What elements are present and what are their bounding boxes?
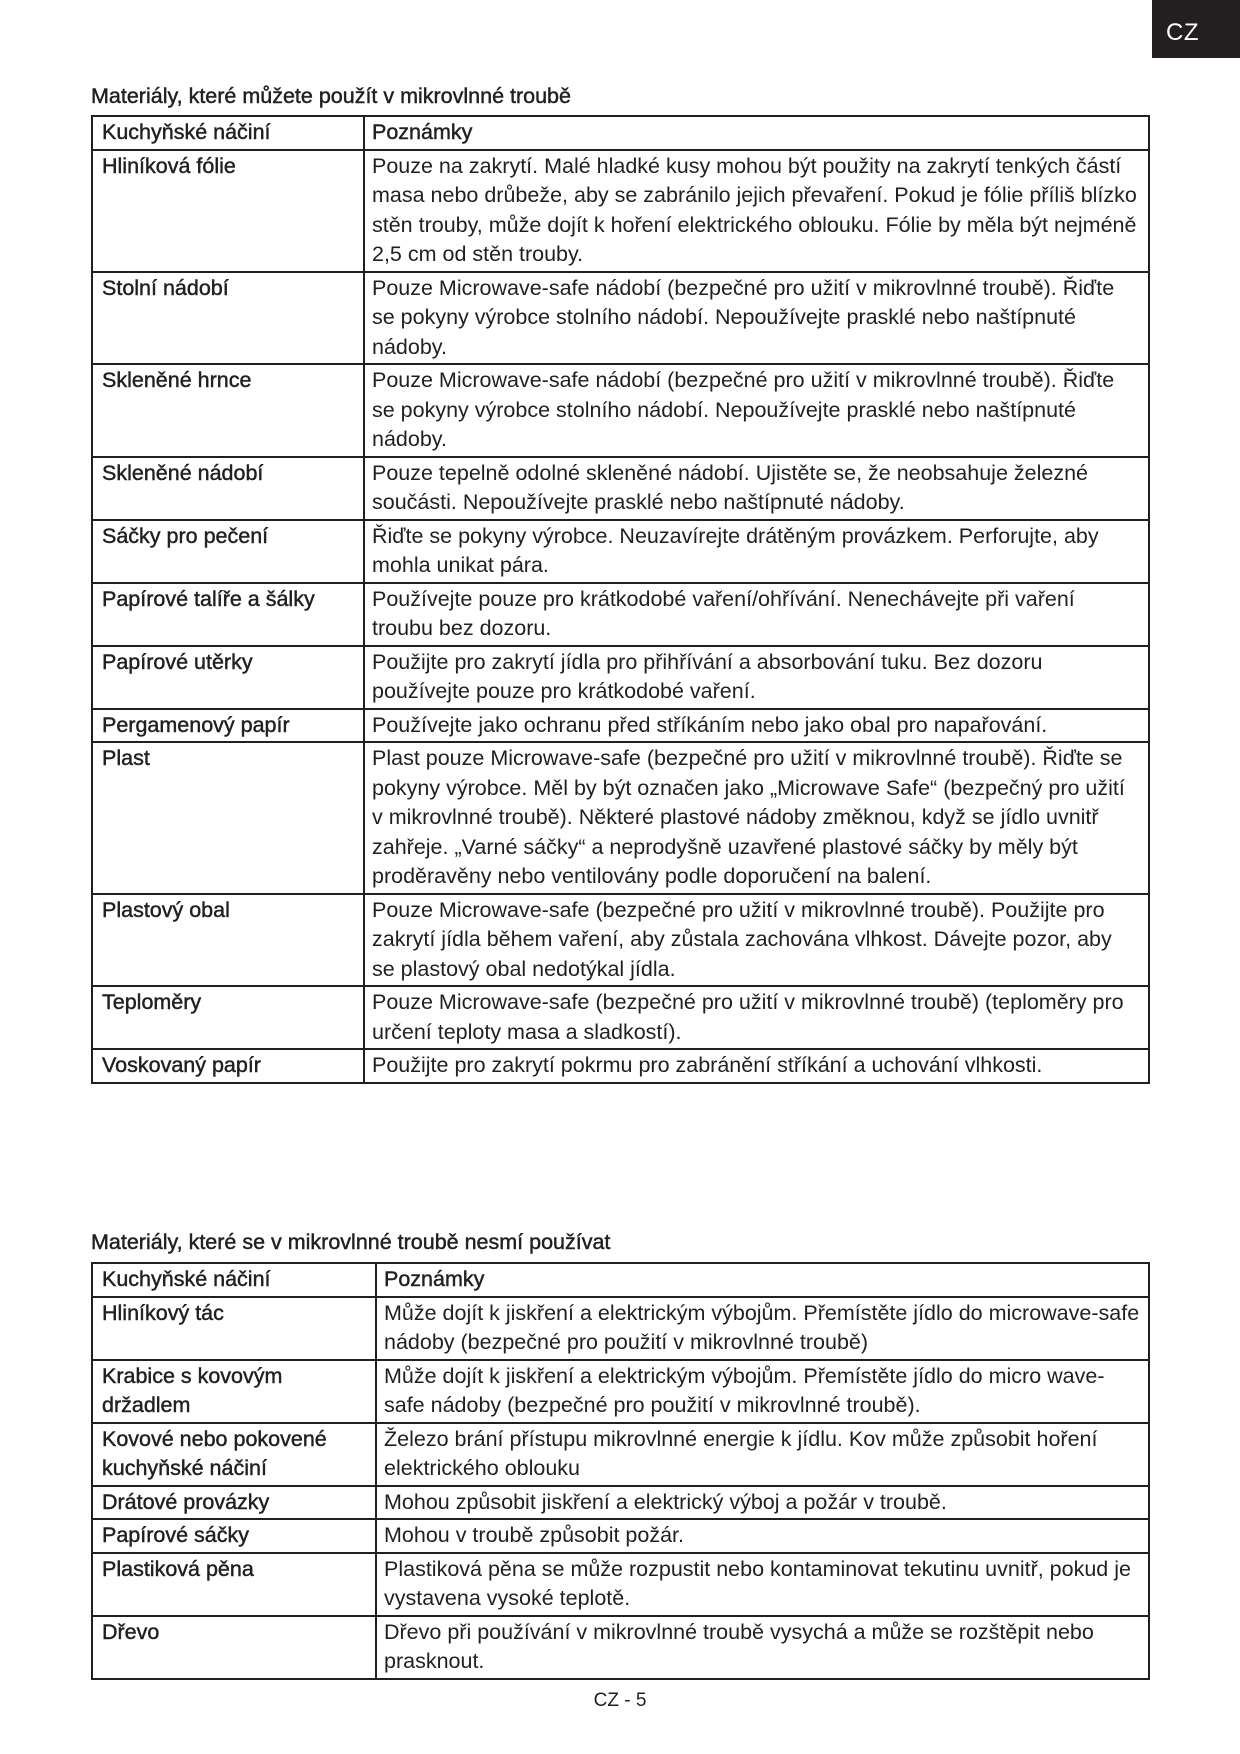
utensil-name: Papírové talíře a šálky (92, 583, 364, 646)
utensil-name: Krabice s kovovým držadlem (92, 1360, 376, 1423)
table-header-row (92, 116, 1149, 150)
utensil-note: Mohou v troubě způsobit požár. (376, 1519, 1149, 1553)
table-row (92, 364, 1149, 457)
forbidden-materials-table (91, 1262, 1150, 1680)
page-number: CZ - 5 (593, 1690, 647, 1711)
utensil-note: Může dojít k jiskření a elektrickým výbojům. Přemístěte jídlo do microwave-safe nádoby (bezpečné pro použití v mikrovlnné troubě) (376, 1297, 1149, 1360)
table-row (92, 1486, 1149, 1520)
utensil-name: Skleněné nádobí (92, 457, 364, 520)
header-utensil: Kuchyňské náčiní (92, 1263, 376, 1297)
table-row (92, 742, 1149, 894)
table-row (92, 150, 1149, 272)
table-row (92, 520, 1149, 583)
table-row (92, 1423, 1149, 1486)
table-row (92, 583, 1149, 646)
utensil-name: Stolní nádobí (92, 272, 364, 365)
utensil-note: Pouze Microwave-safe nádobí (bezpečné pro užití v mikrovlnné troubě). Řiďte se pokyny výrobce stolního nádobí. Nepoužívejte prasklé nebo naštípnuté nádoby. (364, 364, 1149, 457)
utensil-note: Pouze na zakrytí. Malé hladké kusy mohou být použity na zakrytí tenkých částí masa nebo drůbeže, aby se zabránilo jejich převaření. Pokud je fólie příliš blízko stěn trouby, může dojít k hoření elektrického oblouku. Fólie by měla být nejméně 2,5 cm od stěn trouby. (364, 150, 1149, 272)
utensil-note: Používejte pouze pro krátkodobé vaření/ohřívání. Nenechávejte při vaření troubu bez dozoru. (364, 583, 1149, 646)
utensil-name: Papírové utěrky (92, 646, 364, 709)
utensil-note: Pouze tepelně odolné skleněné nádobí. Ujistěte se, že neobsahuje železné součásti. Nepoužívejte prasklé nebo naštípnuté nádoby. (364, 457, 1149, 520)
utensil-note: Řiďte se pokyny výrobce. Neuzavírejte drátěným provázkem. Perforujte, aby mohla unikat pára. (364, 520, 1149, 583)
utensil-name: Plastový obal (92, 894, 364, 987)
utensil-note: Železo brání přístupu mikrovlnné energie k jídlu. Kov může způsobit hoření elektrického oblouku (376, 1423, 1149, 1486)
table-row (92, 1519, 1149, 1553)
utensil-note: Plast pouze Microwave-safe (bezpečné pro užití v mikrovlnné troubě). Řiďte se pokyny výrobce. Měl by být označen jako „Microwave Safe“ (bezpečný pro užití v mikrovlnné troubě). Některé plastové nádoby změknou, když se jídlo uvnitř zahřeje. „Varné sáčky“ a neprodyšně uzavřené plastové sáčky by měly být proděravěny nebo ventilovány podle doporučení na balení. (364, 742, 1149, 894)
utensil-note: Pouze Microwave-safe nádobí (bezpečné pro užití v mikrovlnné troubě). Řiďte se pokyny výrobce stolního nádobí. Nepoužívejte prasklé nebo naštípnuté nádoby. (364, 272, 1149, 365)
table-header-row (92, 1263, 1149, 1297)
utensil-name: Plastiková pěna (92, 1553, 376, 1616)
utensil-name: Hliníková fólie (92, 150, 364, 272)
table-row (92, 646, 1149, 709)
table-row (92, 457, 1149, 520)
utensil-note: Mohou způsobit jiskření a elektrický výboj a požár v troubě. (376, 1486, 1149, 1520)
header-notes: Poznámky (376, 1263, 1149, 1297)
table-row (92, 894, 1149, 987)
section-title-allowed: Materiály, které můžete použít v mikrovlnné troubě (91, 84, 571, 108)
section-title-forbidden: Materiály, které se v mikrovlnné troubě nesmí používat (91, 1230, 611, 1254)
table-row (92, 1360, 1149, 1423)
utensil-note: Používejte jako ochranu před stříkáním nebo jako obal pro napařování. (364, 709, 1149, 743)
utensil-name: Papírové sáčky (92, 1519, 376, 1553)
utensil-name: Voskovaný papír (92, 1049, 364, 1083)
language-code: CZ (1166, 19, 1199, 46)
utensil-note: Pouze Microwave-safe (bezpečné pro užití v mikrovlnné troubě) (teploměry pro určení teploty masa a sladkostí). (364, 986, 1149, 1049)
table-row (92, 272, 1149, 365)
utensil-name: Drátové provázky (92, 1486, 376, 1520)
utensil-name: Teploměry (92, 986, 364, 1049)
allowed-materials-table (91, 115, 1150, 1084)
utensil-note: Dřevo při používání v mikrovlnné troubě vysychá a může se rozštěpit nebo prasknout. (376, 1616, 1149, 1679)
table-row (92, 1553, 1149, 1616)
header-utensil: Kuchyňské náčiní (92, 116, 364, 150)
utensil-note: Pouze Microwave-safe (bezpečné pro užití v mikrovlnné troubě). Použijte pro zakrytí jídla během vaření, aby zůstala zachována vlhkost. Dávejte pozor, aby se plastový obal nedotýkal jídla. (364, 894, 1149, 987)
language-tab (1152, 0, 1240, 58)
utensil-name: Pergamenový papír (92, 709, 364, 743)
utensil-name: Skleněné hrnce (92, 364, 364, 457)
header-notes: Poznámky (364, 116, 1149, 150)
utensil-note: Plastiková pěna se může rozpustit nebo kontaminovat tekutinu uvnitř, pokud je vystavena vysoké teplotě. (376, 1553, 1149, 1616)
utensil-note: Použijte pro zakrytí pokrmu pro zabránění stříkání a uchování vlhkosti. (364, 1049, 1149, 1083)
utensil-name: Plast (92, 742, 364, 894)
table-row (92, 1297, 1149, 1360)
table-row (92, 709, 1149, 743)
table-row (92, 1616, 1149, 1679)
utensil-name: Dřevo (92, 1616, 376, 1679)
utensil-name: Hliníkový tác (92, 1297, 376, 1360)
utensil-name: Kovové nebo pokovené kuchyňské náčiní (92, 1423, 376, 1486)
table-row (92, 1049, 1149, 1083)
utensil-name: Sáčky pro pečení (92, 520, 364, 583)
table-row (92, 986, 1149, 1049)
utensil-note: Může dojít k jiskření a elektrickým výbojům. Přemístěte jídlo do micro wave-safe nádoby (bezpečné pro použití v mikrovlnné troubě). (376, 1360, 1149, 1423)
utensil-note: Použijte pro zakrytí jídla pro přihřívání a absorbování tuku. Bez dozoru používejte pouze pro krátkodobé vaření. (364, 646, 1149, 709)
